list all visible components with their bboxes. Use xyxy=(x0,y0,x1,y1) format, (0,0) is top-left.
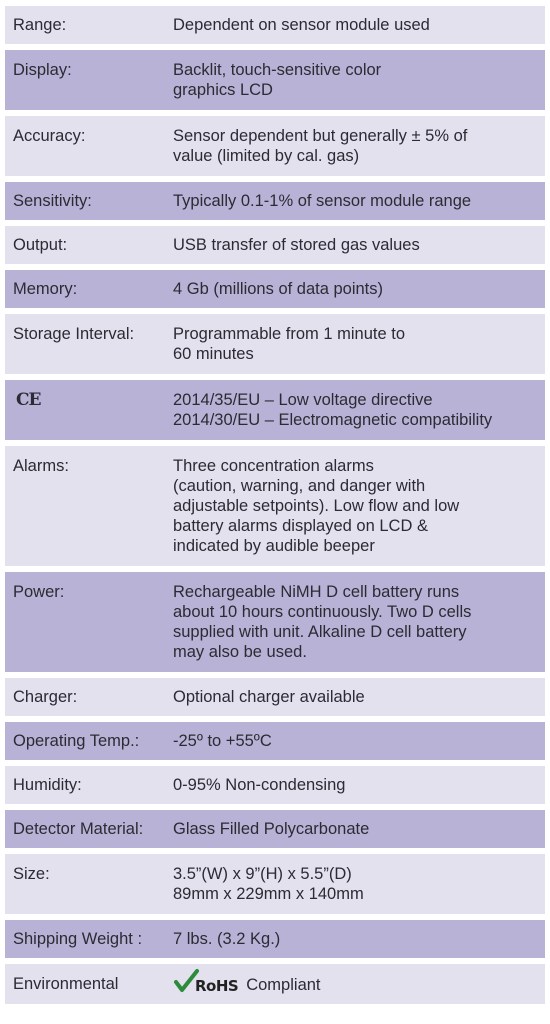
spec-value xyxy=(165,126,545,166)
spec-value-line: Backlit, touch-sensitive color xyxy=(173,61,382,79)
spec-value xyxy=(165,15,545,35)
spec-value-line: Compliant xyxy=(246,976,321,994)
spec-value xyxy=(165,390,545,430)
spec-value xyxy=(165,974,545,996)
spec-value-line: Optional charger available xyxy=(173,688,365,706)
spec-table xyxy=(5,6,545,1004)
spec-value-line: about 10 hours continuously. Two D cells xyxy=(173,603,472,621)
spec-row-alarms xyxy=(5,446,545,566)
spec-label xyxy=(5,390,165,410)
spec-row-ce xyxy=(5,380,545,440)
spec-row-sensitivity xyxy=(5,182,545,220)
spec-label: Power: xyxy=(13,583,65,601)
spec-row-range xyxy=(5,6,545,44)
spec-value xyxy=(165,324,545,364)
spec-value-line: 60 minutes xyxy=(173,345,254,363)
spec-label: Alarms: xyxy=(13,457,69,475)
spec-value-line: 2014/35/EU – Low voltage directive xyxy=(173,391,433,409)
rohs-logo-text: RoHS xyxy=(195,977,239,995)
spec-row-power xyxy=(5,572,545,672)
spec-value-line: 89mm x 229mm x 140mm xyxy=(173,885,364,903)
spec-row-accuracy xyxy=(5,116,545,176)
checkmark-icon xyxy=(173,968,199,994)
spec-value xyxy=(165,864,545,904)
spec-label: Memory: xyxy=(13,280,78,298)
spec-value-line: Dependent on sensor module used xyxy=(173,16,430,34)
spec-value-line: indicated by audible beeper xyxy=(173,537,375,555)
spec-value-line: USB transfer of stored gas values xyxy=(173,236,420,254)
spec-value xyxy=(165,279,545,299)
spec-row-size xyxy=(5,854,545,914)
spec-row-shipping-weight xyxy=(5,920,545,958)
spec-row-detector-material xyxy=(5,810,545,848)
spec-value-line: value (limited by cal. gas) xyxy=(173,147,360,165)
spec-value-line: adjustable setpoints). Low flow and low xyxy=(173,497,460,515)
spec-row-output xyxy=(5,226,545,264)
spec-row-memory xyxy=(5,270,545,308)
spec-label: Operating Temp.: xyxy=(13,732,140,750)
spec-row-charger xyxy=(5,678,545,716)
spec-label: Display: xyxy=(13,61,72,79)
spec-value-line: graphics LCD xyxy=(173,81,273,99)
spec-label: Environmental xyxy=(13,975,119,993)
spec-value xyxy=(165,191,545,211)
spec-row-display xyxy=(5,50,545,110)
spec-row-storage-interval xyxy=(5,314,545,374)
spec-value-line: may also be used. xyxy=(173,643,307,661)
spec-value-line: 0-95% Non-condensing xyxy=(173,776,346,794)
spec-row-environmental xyxy=(5,964,545,1004)
spec-value xyxy=(165,456,545,556)
spec-value-line: 2014/30/EU – Electromagnetic compatibility xyxy=(173,411,493,429)
spec-value xyxy=(165,582,545,662)
spec-value-line: 3.5”(W) x 9”(H) x 5.5”(D) xyxy=(173,865,352,883)
spec-label: Shipping Weight : xyxy=(13,930,143,948)
spec-value-line: Three concentration alarms xyxy=(173,457,374,475)
spec-value-line: 4 Gb (millions of data points) xyxy=(173,280,384,298)
spec-value-line: battery alarms displayed on LCD & xyxy=(173,517,428,535)
spec-value-line: Typically 0.1-1% of sensor module range xyxy=(173,192,472,210)
spec-label: Output: xyxy=(13,236,68,254)
spec-value-line: Programmable from 1 minute to xyxy=(173,325,406,343)
spec-label: Humidity: xyxy=(13,776,82,794)
spec-row-humidity xyxy=(5,766,545,804)
spec-label: Sensitivity: xyxy=(13,192,92,210)
spec-value-line: (caution, warning, and danger with xyxy=(173,477,426,495)
spec-value-line: Rechargeable NiMH D cell battery runs xyxy=(173,583,460,601)
rohs-compliance xyxy=(173,974,539,996)
spec-label: Range: xyxy=(13,16,67,34)
spec-label: Storage Interval: xyxy=(13,325,135,343)
spec-value xyxy=(165,929,545,949)
spec-label: Charger: xyxy=(13,688,78,706)
spec-label: Detector Material: xyxy=(13,820,144,838)
spec-value xyxy=(165,775,545,795)
spec-value-line: 7 lbs. (3.2 Kg.) xyxy=(173,930,281,948)
spec-value xyxy=(165,60,545,100)
spec-value xyxy=(165,687,545,707)
rohs-logo-icon xyxy=(173,974,238,996)
spec-value-line: -25º to +55ºC xyxy=(173,732,272,750)
spec-row-operating-temp xyxy=(5,722,545,760)
spec-value xyxy=(165,235,545,255)
ce-mark-icon: CE xyxy=(16,390,41,410)
spec-value-line: Glass Filled Polycarbonate xyxy=(173,820,370,838)
spec-value-line: Sensor dependent but generally ± 5% of xyxy=(173,127,468,145)
spec-label: Accuracy: xyxy=(13,127,86,145)
spec-label: Size: xyxy=(13,865,50,883)
spec-value xyxy=(165,819,545,839)
spec-value xyxy=(165,731,545,751)
spec-value-line: supplied with unit. Alkaline D cell battery xyxy=(173,623,467,641)
